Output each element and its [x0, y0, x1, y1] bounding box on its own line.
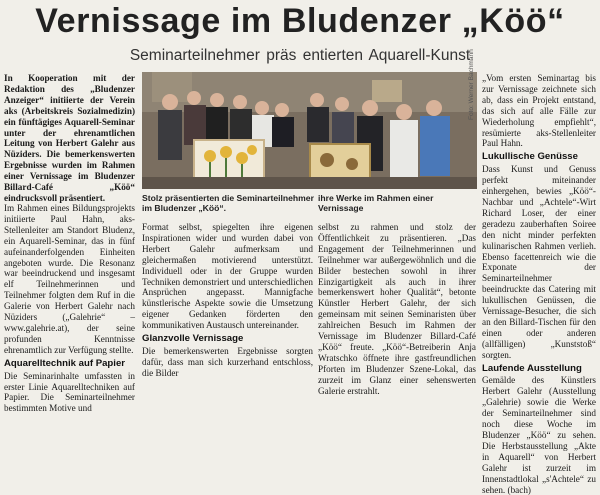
- section-heading-aquarelltechnik: Aquarelltechnik auf Papier: [4, 357, 126, 369]
- photo-caption-left: Stolz präsentierten die Seminarteilnehmer im Bludenzer „Köö“.: [142, 193, 314, 213]
- body-paragraph: Format selbst, spiegelten ihre eigenen Inspirationen wider und wurden dabei von Herbert Galehr aufmerksam und gleichermaßen motivierend unterstützt. Individuell oder in der Gruppe wurden Techniken demonstriert und unterschiedlichen Ansprüchen angepasst. Mannigfache künstlerische Aspekte sowie die Umsetzung eigener Gedanken förderten den kommunikativen Austausch untereinander.: [142, 222, 313, 331]
- column-1-body: [4, 203, 135, 414]
- headline: Vernissage im Bludenzer „Köö“: [35, 2, 565, 40]
- section-heading-lukullische-genuesse: Lukullische Genüsse: [482, 151, 578, 163]
- column-2: [142, 222, 313, 379]
- body-paragraph: Dass Kunst und Genuss perfekt miteinander einhergehen, bewies „Köö“-Nachbar und „Achtele“-Wirt Richard Loser, der einer geradezu zauberhaften Soiree den nicht minder perfekten kulinarischen Rahmen verlieh. Ebenso facettenreich wie die Exponate der Seminarteilnehmer beeindruckte das Catering mit lukullischen Genüssen, die Vernissage-Besucher, die sich an den Billard-Tischen für den einen oder anderen (allfälligen) „Kunststoß“ sorgten.: [482, 164, 596, 360]
- body-paragraph: selbst zu rahmen und stolz der Öffentlichkeit zu präsentieren. „Das Engagement der Teilnehmerinnen und Teilnehmer war außergewöhnlich und die Bilder bestechen sowohl in ihrer Einzigartigkeit als auch in ihrer bemerkenswert hoher Qualität“, betonte Künstler Herbert Galehr, der sich gemeinsam mit seinen Seminaristen über zahlreichen Besuch im Rahmen der Vernissage im Bludenzer Billard-Café „Köö“ freute. „Köö“-Betreiberin Anja Wratschko öffnete ihre gastfreundlichen Pforten im Bludenzer Szene-Lokal, das zurzeit im Glanz einer sehenswerten Galerie erstrahlt.: [318, 222, 476, 396]
- section-heading-glanzvolle-vernissage: Glanzvolle Vernissage: [142, 333, 244, 345]
- column-3: [318, 222, 476, 397]
- column-1-lead: [4, 73, 135, 204]
- article-photo: [142, 72, 477, 189]
- photo-caption-right: ihre Werke im Rahmen einer Vernissage: [318, 193, 434, 213]
- body-paragraph: Gemälde des Künstlers Herbert Galehr (Ausstellung „Galehrie) sowie die Werke der Seminarteilnehmer sind noch diese Woche im Bludenzer „Köö“ zu sehen. Die Herbstausstellung „Akte in Aquarell“ von Herbert Galehr ist zurzeit im Innenstadtlokal „s'Achtele“ zu sehen. (bach): [482, 375, 596, 495]
- body-paragraph: Im Rahmen eines Bildungsprojekts initiierte Paul Hahn, aks-Stellenleiter am Standort Bludenz, ein Aquarell-Seminar, das in fünf aufeinanderfolgenden Einheiten angeboten wurde. Die Resonanz war beeindruckend und insgesamt elf Teilnehmerinnen und Teilnehmer folgten dem Ruf in die Galerie von Herbert Galehr nach Nüziders („Galehrie“ – www.galehrie.at), der seine profunden Kenntnisse ehrenamtlich zur Verfügung stellte.: [4, 203, 135, 355]
- body-paragraph: Die bemerkenswerten Ergebnisse sorgten dafür, dass man sich kurzerhand entschloss, die Bilder: [142, 345, 313, 378]
- photo-credit: Foto: Werner Bachmann: [468, 49, 475, 120]
- column-4: [482, 73, 596, 495]
- body-paragraph: Die Seminarinhalte umfassten in erster Linie Aquarelltechniken auf Papier. Die Seminarteilnehmer bestimmten Motive und: [4, 370, 135, 414]
- subheadline: Seminarteilnehmer präs entierten Aquarell-Kunst: [129, 47, 471, 64]
- section-heading-laufende-ausstellung: Laufende Ausstellung: [482, 362, 582, 374]
- body-paragraph: „Vom ersten Seminartag bis zur Vernissage zeichnete sich ab, dass ein Projekt entstand, das sich auf alle Fälle zur Wiederholung empfiehlt“, resümierte aks-Stellenleiter Paul Hahn.: [482, 73, 596, 149]
- lead-paragraph: In Kooperation mit der Redaktion des „Bludenzer Anzeiger“ initiierte der Verein aks (Arbeitskreis Sozialmedizin) ein fünftägiges Aquarell-Seminar unter der ehrenamtlichen Leitung von Herbert Galehr aus Nüziders. Die bemerkenswerten Ergebnisse wurden im Rahmen einer Vernissage im Bludenzer Billard-Café „Köö“ eindrucksvoll präsentiert.: [4, 73, 135, 203]
- group-photo-image: [142, 72, 477, 189]
